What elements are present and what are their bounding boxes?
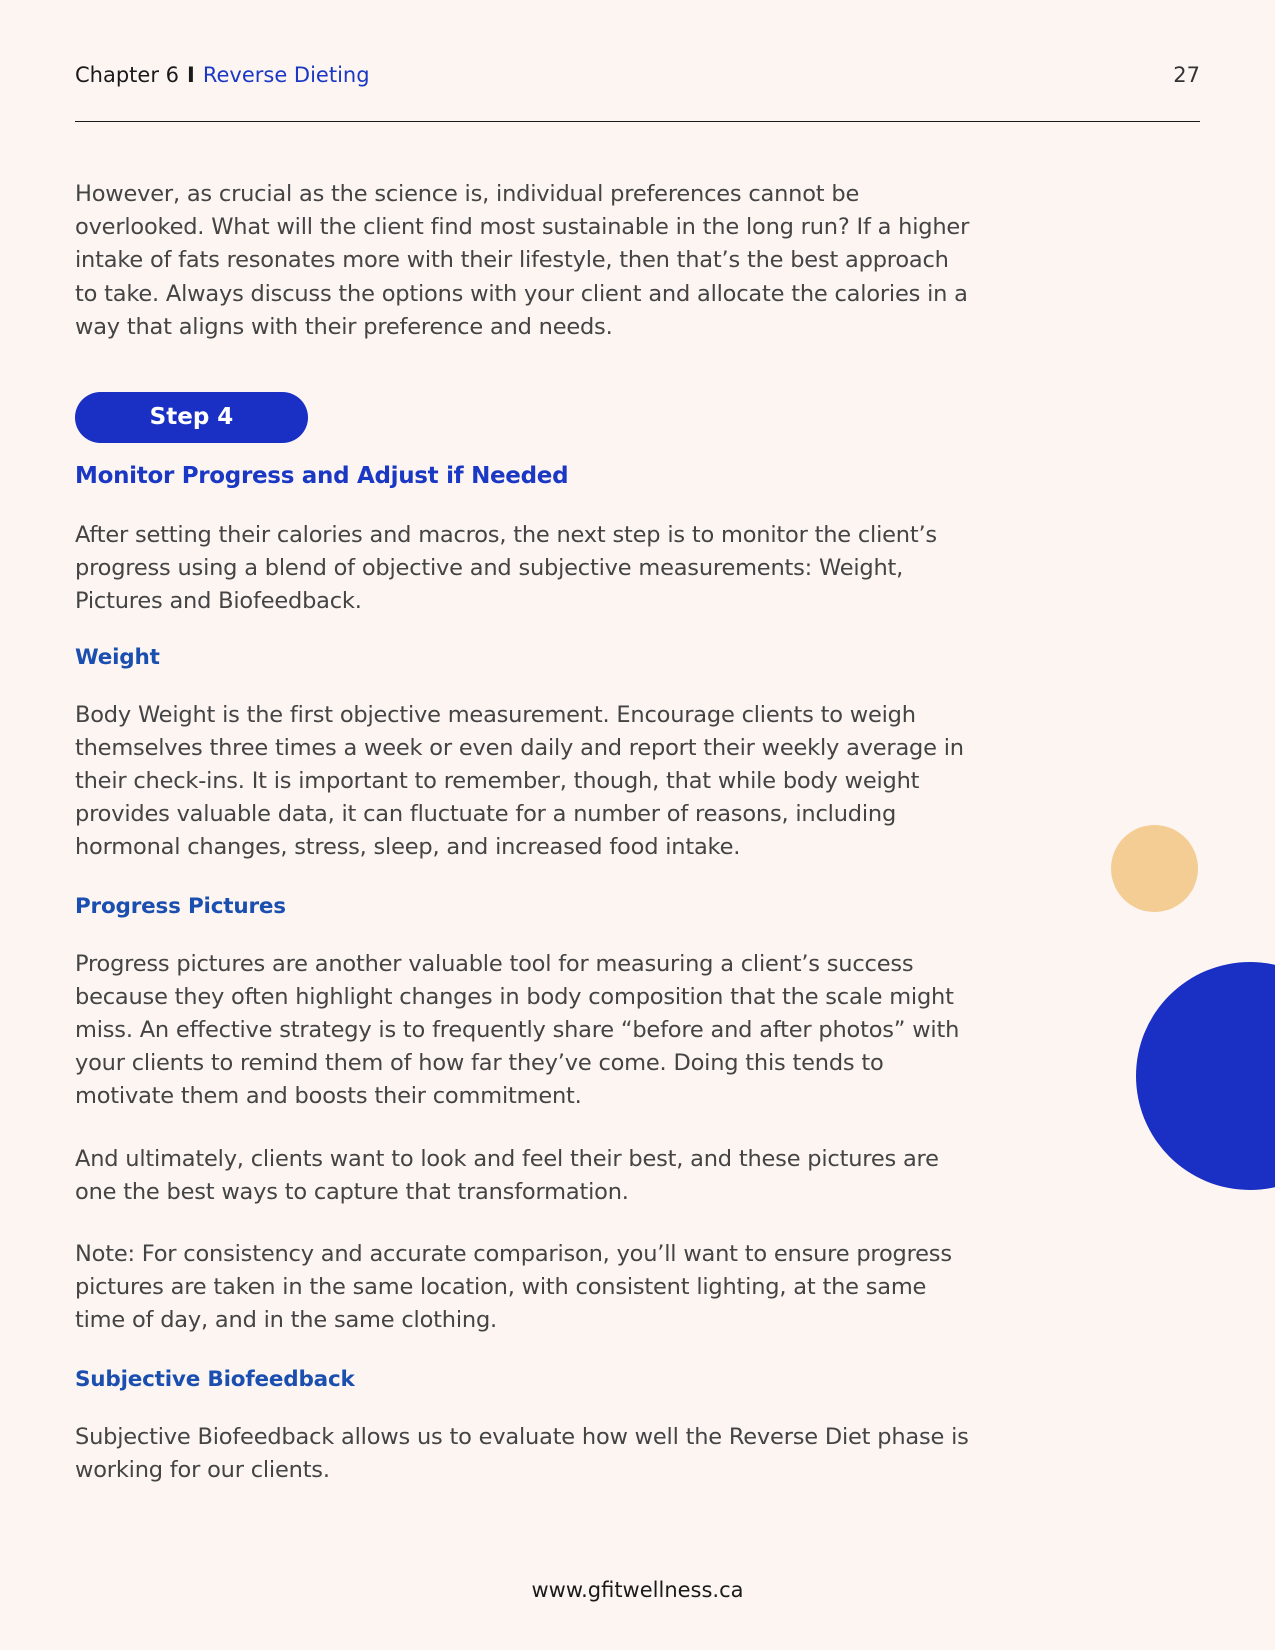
- pictures-paragraph: Progress pictures are another valuable tool for measuring a client’s success because they often highlight changes in body composition that the scale might miss. An effective strategy is to frequently share “before and after photos” with your clients to remind them of how far they’ve come. Doing this tends to motivate them and boosts their commitment.: [75, 950, 960, 1110]
- pictures-paragraph-2: And ultimately, clients want to look and feel their best, and these pictures are one the best ways to capture that transformation.: [75, 1145, 939, 1205]
- chapter-label: Chapter 6: [75, 63, 179, 87]
- biofeedback-paragraph: Subjective Biofeedback allows us to evaluate how well the Reverse Diet phase is working for our clients.: [75, 1423, 969, 1483]
- pictures-note: Note: For consistency and accurate comparison, you’ll want to ensure progress pictures are taken in the same location, with consistent lighting, at the same time of day, and in the same clothing.: [75, 1241, 952, 1334]
- header-separator: I: [187, 63, 195, 87]
- decorative-orange-circle: [1111, 825, 1198, 912]
- pictures-heading: Progress Pictures: [75, 893, 286, 919]
- step-badge: Step 4: [75, 392, 308, 443]
- page-header: [75, 60, 1200, 90]
- weight-heading: Weight: [75, 644, 160, 670]
- weight-paragraph: Body Weight is the first objective measurement. Encourage clients to weigh themselves three times a week or even daily and report their weekly average in their check-ins. It is important to remember, though, that while body weight provides valuable data, it can fluctuate for a number of reasons, including hormonal changes, stress, sleep, and increased food intake.: [75, 701, 964, 861]
- intro-paragraph: However, as crucial as the science is, individual preferences cannot be overlooked. What will the client find most sustainable in the long run? If a higher intake of fats resonates more with their lifestyle, then that’s the best approach to take. Always discuss the options with your client and allocate the calories in a way that aligns with their preference and needs.: [75, 181, 970, 340]
- step-title: Monitor Progress and Adjust if Needed: [75, 463, 569, 490]
- header-divider: [75, 121, 1200, 122]
- biofeedback-heading: Subjective Biofeedback: [75, 1366, 355, 1392]
- section-title: Reverse Dieting: [202, 63, 370, 87]
- main-content: [75, 178, 975, 1487]
- step-intro-paragraph: After setting their calories and macros, the next step is to monitor the client’s progress using a blend of objective and subjective measurements: Weight, Pictures and Biofeedback.: [75, 522, 937, 615]
- footer-url: www.gfitwellness.ca: [531, 1578, 744, 1602]
- page-number: 27: [1173, 63, 1200, 87]
- decorative-blue-circle: [1136, 962, 1275, 1190]
